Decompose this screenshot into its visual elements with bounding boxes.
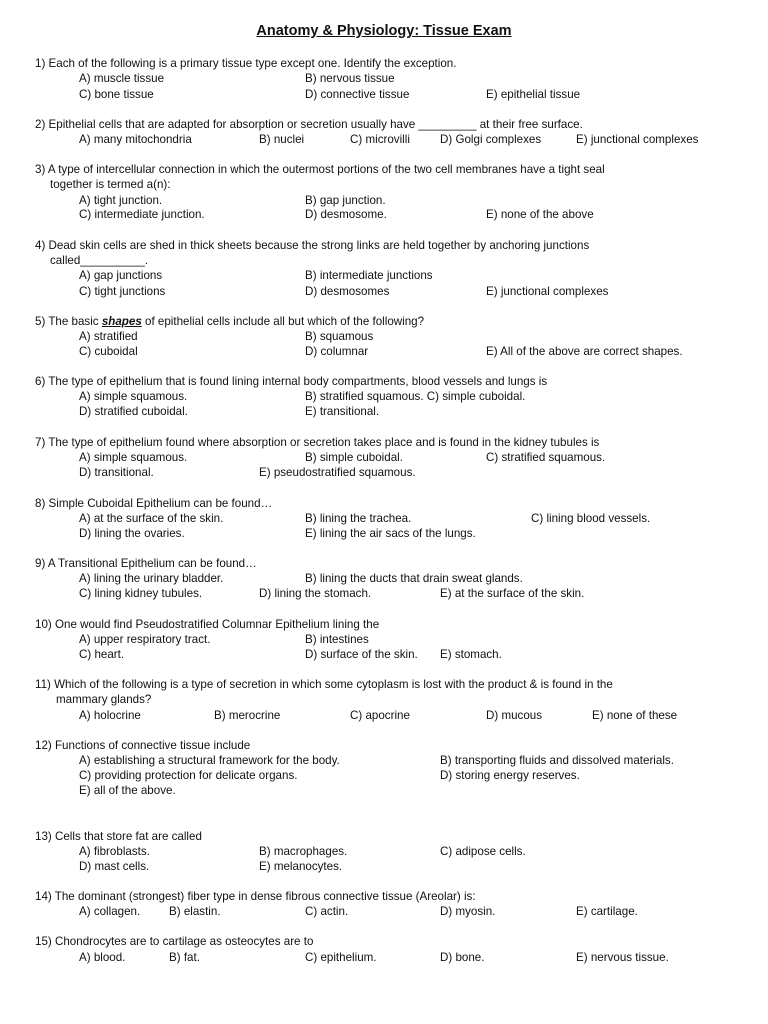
question-14-option-d: D) myosin.	[440, 905, 496, 918]
question-5-option-a: A) stratified	[79, 330, 138, 343]
question-5-option-d: D) columnar	[305, 345, 369, 358]
question-15-stem: 15) Chondrocytes are to cartilage as osteocytes are to	[35, 935, 314, 948]
question-7-option-b: B) simple cuboidal.	[305, 451, 403, 464]
question-4-option-d: D) desmosomes	[305, 285, 390, 298]
question-11-option-c: C) apocrine	[350, 709, 410, 722]
question-13-option-d: D) mast cells.	[79, 860, 150, 873]
question-11-stem-continued: mammary glands?	[56, 693, 152, 706]
question-3-option-c: C) intermediate junction.	[79, 208, 205, 221]
question-8-option-e: E) lining the air sacs of the lungs.	[305, 527, 476, 540]
question-3-option-a: A) tight junction.	[79, 194, 163, 207]
question-12-option-d: D) storing energy reserves.	[440, 769, 580, 782]
question-8-stem: 8) Simple Cuboidal Epithelium can be found…	[35, 497, 273, 510]
question-2-option-e: E) junctional complexes	[576, 133, 699, 146]
question-6-option-a: A) simple squamous.	[79, 390, 188, 403]
question-7-stem: 7) The type of epithelium found where absorption or secretion takes place and is found in the kidney tubules is	[35, 436, 600, 449]
question-2-option-d: D) Golgi complexes	[440, 133, 542, 146]
question-14-option-e: E) cartilage.	[576, 905, 638, 918]
question-10-stem: 10) One would find Pseudostratified Columnar Epithelium lining the	[35, 618, 380, 631]
question-14-stem: 14) The dominant (strongest) fiber type in dense fibrous connective tissue (Areolar) is:	[35, 890, 476, 903]
question-9-option-a: A) lining the urinary bladder.	[79, 572, 224, 585]
question-1-stem: 1) Each of the following is a primary tissue type except one. Identify the exception.	[35, 57, 457, 70]
question-1-option-a: A) muscle tissue	[79, 72, 165, 85]
question-15-option-c: C) epithelium.	[305, 951, 377, 964]
question-3-option-d: D) desmosome.	[305, 208, 387, 221]
question-5-stem-end: of epithelial cells include all but which of the following?	[141, 315, 425, 328]
question-12-option-e: E) all of the above.	[79, 784, 176, 797]
question-13-option-e: E) melanocytes.	[259, 860, 343, 873]
question-4-option-e: E) junctional complexes	[486, 285, 609, 298]
question-1-option-c: C) bone tissue	[79, 88, 154, 101]
question-13-option-c: C) adipose cells.	[440, 845, 526, 858]
question-8-option-a: A) at the surface of the skin.	[79, 512, 224, 525]
question-5-option-c: C) cuboidal	[79, 345, 138, 358]
question-7-option-c: C) stratified squamous.	[486, 451, 606, 464]
question-13-option-a: A) fibroblasts.	[79, 845, 150, 858]
question-2-option-b: B) nuclei	[259, 133, 305, 146]
question-6-option-e: E) transitional.	[305, 405, 380, 418]
question-6-stem: 6) The type of epithelium that is found lining internal body compartments, blood vessels and lungs is	[35, 375, 548, 388]
question-12-option-a: A) establishing a structural framework for the body.	[79, 754, 340, 767]
question-15-option-d: D) bone.	[440, 951, 485, 964]
question-4-option-a: A) gap junctions	[79, 269, 163, 282]
question-14-option-a: A) collagen.	[79, 905, 141, 918]
question-7-option-a: A) simple squamous.	[79, 451, 188, 464]
question-15-option-e: E) nervous tissue.	[576, 951, 669, 964]
question-11-option-a: A) holocrine	[79, 709, 141, 722]
question-8-option-b: B) lining the trachea.	[305, 512, 412, 525]
question-11-option-d: D) mucous	[486, 709, 543, 722]
question-5-option-e: E) All of the above are correct shapes.	[486, 345, 683, 358]
question-9-option-b: B) lining the ducts that drain sweat glands.	[305, 572, 523, 585]
question-11-option-e: E) none of these	[592, 709, 678, 722]
question-4-stem: 4) Dead skin cells are shed in thick sheets because the strong links are held together by anchoring junctions	[35, 239, 590, 252]
question-1-option-d: D) connective tissue	[305, 88, 410, 101]
question-6-option-d: D) stratified cuboidal.	[79, 405, 188, 418]
question-12-stem: 12) Functions of connective tissue include	[35, 739, 251, 752]
question-5-stem	[35, 314, 424, 329]
question-3-option-b: B) gap junction.	[305, 194, 386, 207]
question-3-stem-continued: together is termed a(n):	[50, 178, 171, 191]
question-10-option-d: D) surface of the skin.	[305, 648, 418, 661]
question-1-option-b: B) nervous tissue	[305, 72, 395, 85]
question-11-option-b: B) merocrine	[214, 709, 281, 722]
question-10-option-e: E) stomach.	[440, 648, 502, 661]
question-14-option-b: B) elastin.	[169, 905, 221, 918]
question-9-option-c: C) lining kidney tubules.	[79, 587, 203, 600]
question-8-option-d: D) lining the ovaries.	[79, 527, 185, 540]
question-12-option-c: C) providing protection for delicate organs.	[79, 769, 298, 782]
question-10-option-c: C) heart.	[79, 648, 125, 661]
question-10-option-a: A) upper respiratory tract.	[79, 633, 211, 646]
question-3-stem: 3) A type of intercellular connection in which the outermost portions of the two cell membranes have a tight seal	[35, 163, 605, 176]
question-15-option-b: B) fat.	[169, 951, 200, 964]
question-15-option-a: A) blood.	[79, 951, 126, 964]
question-5-stem-start: 5) The basic	[35, 315, 102, 328]
question-14-option-c: C) actin.	[305, 905, 349, 918]
question-11-stem: 11) Which of the following is a type of secretion in which some cytoplasm is lost with the product & is found in the	[35, 678, 613, 691]
question-5-stem-emphasis: shapes	[101, 315, 142, 328]
question-2-stem: 2) Epithelial cells that are adapted for absorption or secretion usually have _________ at their free surface.	[35, 118, 583, 131]
question-7-option-e: E) pseudostratified squamous.	[259, 466, 416, 479]
question-4-option-c: C) tight junctions	[79, 285, 166, 298]
question-2-option-c: C) microvilli	[350, 133, 410, 146]
question-3-option-e: E) none of the above	[486, 208, 594, 221]
question-12-option-b: B) transporting fluids and dissolved materials.	[440, 754, 674, 767]
question-4-option-b: B) intermediate junctions	[305, 269, 433, 282]
question-1-option-e: E) epithelial tissue	[486, 88, 581, 101]
question-13-option-b: B) macrophages.	[259, 845, 348, 858]
question-4-stem-continued: called__________.	[50, 254, 148, 267]
question-5-option-b: B) squamous	[305, 330, 374, 343]
question-13-stem: 13) Cells that store fat are called	[35, 830, 202, 843]
question-2-option-a: A) many mitochondria	[79, 133, 192, 146]
question-8-option-c: C) lining blood vessels.	[531, 512, 651, 525]
question-9-option-e: E) at the surface of the skin.	[440, 587, 585, 600]
question-7-option-d: D) transitional.	[79, 466, 154, 479]
exam-title: Anatomy & Physiology: Tissue Exam	[256, 23, 512, 39]
question-6-option-b-c: B) stratified squamous. C) simple cuboidal.	[305, 390, 526, 403]
question-9-option-d: D) lining the stomach.	[259, 587, 372, 600]
question-10-option-b: B) intestines	[305, 633, 369, 646]
question-9-stem: 9) A Transitional Epithelium can be found…	[35, 557, 257, 570]
